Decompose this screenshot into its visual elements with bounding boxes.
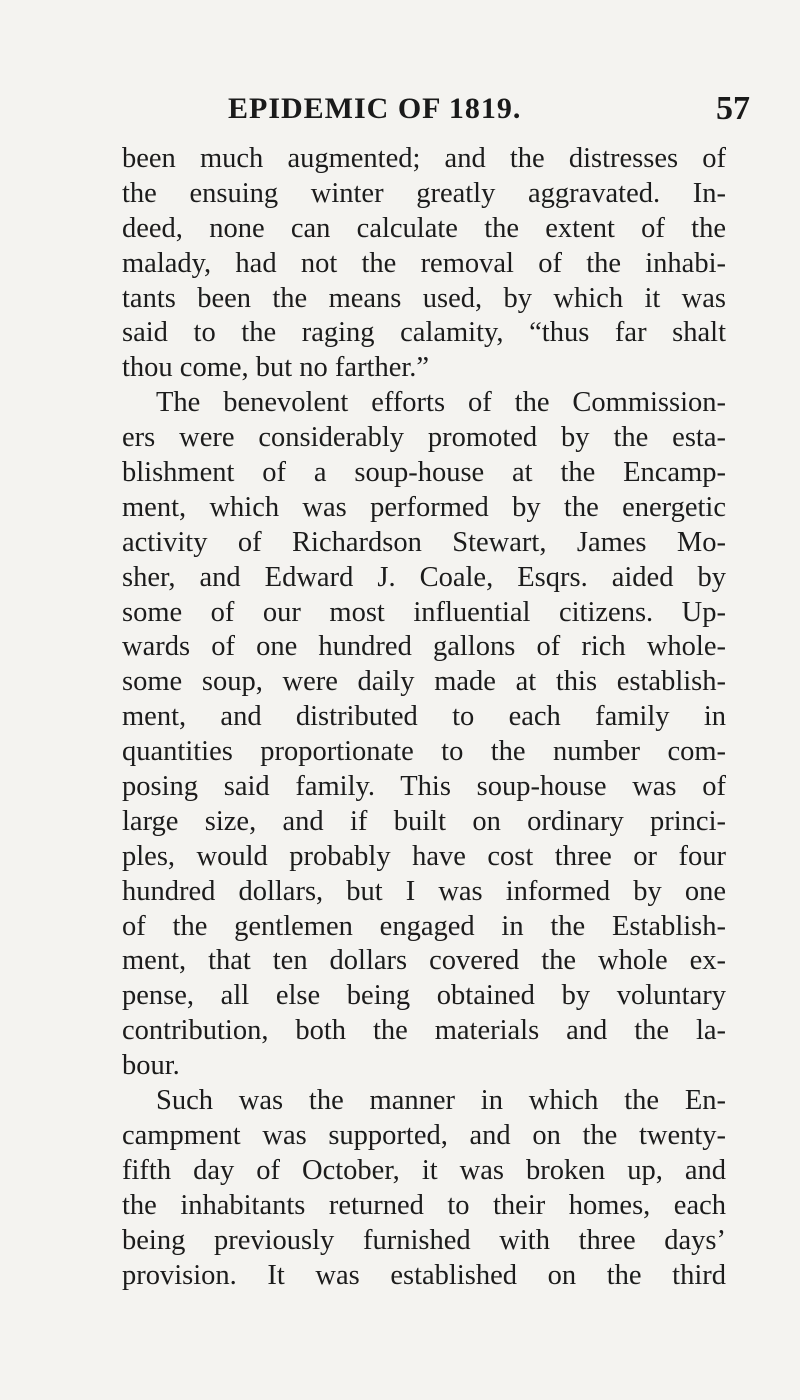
text-line: large size, and if built on ordinary princi- xyxy=(122,805,726,837)
text-line: bour. xyxy=(122,1050,180,1082)
text-line: posing said family. This soup-house was of xyxy=(122,771,726,803)
running-head xyxy=(0,92,800,132)
text-line: the ensuing winter greatly aggravated. In- xyxy=(122,177,726,209)
text-line: the inhabitants returned to their homes, each xyxy=(122,1189,726,1221)
text-line: being previously furnished with three days’ xyxy=(122,1224,726,1256)
text-line: deed, none can calculate the extent of the xyxy=(122,212,726,244)
text-line: ment, which was performed by the energetic xyxy=(122,491,726,523)
text-line: hundred dollars, but I was informed by one xyxy=(122,875,726,907)
text-line: campment was supported, and on the twenty- xyxy=(122,1119,726,1151)
text-line: provision. It was established on the third xyxy=(122,1259,726,1291)
running-head-title: EPIDEMIC OF 1819. xyxy=(228,92,522,125)
text-line: of the gentlemen engaged in the Establish- xyxy=(122,910,726,942)
text-line: The benevolent efforts of the Commission- xyxy=(156,387,726,419)
text-line: contribution, both the materials and the la- xyxy=(122,1015,726,1047)
text-line: ers were considerably promoted by the esta- xyxy=(122,422,726,454)
text-line: some of our most influential citizens. Up- xyxy=(122,596,726,628)
text-line: thou come, but no farther.” xyxy=(122,352,430,384)
text-line: said to the raging calamity, “thus far shalt xyxy=(122,317,726,349)
text-line: wards of one hundred gallons of rich whole- xyxy=(122,631,726,663)
text-line: ples, would probably have cost three or four xyxy=(122,840,726,872)
text-line: activity of Richardson Stewart, James Mo- xyxy=(122,526,726,558)
text-line: ment, and distributed to each family in xyxy=(122,701,726,733)
page-number: 57 xyxy=(716,90,750,127)
text-line: ment, that ten dollars covered the whole ex- xyxy=(122,945,726,977)
text-line: blishment of a soup-house at the Encamp- xyxy=(122,457,726,489)
text-line: been much augmented; and the distresses of xyxy=(122,143,726,174)
text-line: some soup, were daily made at this establish- xyxy=(122,666,726,698)
text-line: sher, and Edward J. Coale, Esqrs. aided by xyxy=(122,561,726,593)
text-line: quantities proportionate to the number com- xyxy=(122,736,726,768)
text-line: pense, all else being obtained by voluntary xyxy=(122,980,726,1012)
text-line: Such was the manner in which the En- xyxy=(156,1085,726,1117)
body-text xyxy=(122,142,726,1293)
text-line: malady, had not the removal of the inhabi- xyxy=(122,247,726,279)
text-line: tants been the means used, by which it was xyxy=(122,282,726,314)
text-line: fifth day of October, it was broken up, and xyxy=(122,1154,726,1186)
